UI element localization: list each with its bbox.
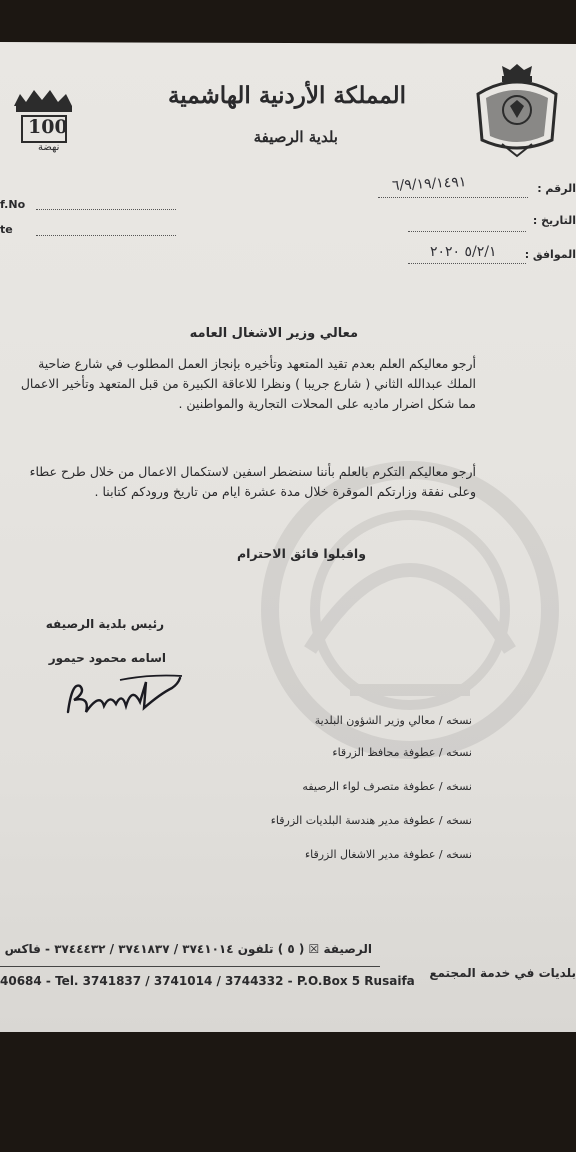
- date-dotted-line-en: [36, 234, 176, 236]
- logo-number: 100: [28, 116, 68, 138]
- hijri-date-handwritten: ٥/٢/١ ٢٠٢٠: [430, 244, 497, 260]
- date-dotted-line-ar: [408, 230, 526, 232]
- cc-line: نسخه / معالي وزير الشؤون البلدية: [314, 714, 472, 727]
- footer-divider: [0, 966, 380, 967]
- hijri-dotted-line-ar: [408, 262, 526, 264]
- cc-line: نسخه / عطوفة مدير هندسة البلديات الزرقاء: [270, 814, 472, 827]
- ref-label-en: f.No: [0, 198, 26, 211]
- footer-slogan: بلديات في خدمة المجتمع: [429, 966, 576, 980]
- ref-dotted-line-ar: [378, 196, 528, 198]
- handwritten-signature: [60, 672, 190, 722]
- letter-paragraph-1: أرجو معاليكم العلم بعدم تقيد المتعهد وتأخيره بإنجاز العمل المطلوب في شارع ضاحية الملك عبدالله الثاني ( شارع جريبا ) ونظرا للاعاقة الكبيرة من قبل المتعهد وتأخير الاعمال مما شكل اضرار ماديه على المحلات التجارية والمواطنين .: [20, 356, 476, 411]
- cc-line: نسخه / عطوفة مدير الاشغال الزرقاء: [304, 848, 472, 861]
- addressee-heading: معالي وزير الاشغال العامه: [189, 326, 358, 341]
- cc-line: نسخه / عطوفة محافظ الزرقاء: [332, 746, 472, 759]
- closing-line: واقبلوا فائق الاحترام: [236, 546, 366, 561]
- date-label-en: te: [0, 223, 13, 236]
- municipality-title: بلدية الرصيفة: [253, 128, 338, 146]
- kingdom-title: المملكة الأردنية الهاشمية: [167, 82, 406, 109]
- ref-number-handwritten: ٦/٩/١٩/١٤٩١: [391, 174, 467, 194]
- ref-dotted-line-en: [36, 208, 176, 210]
- ref-label-ar: الرقم :: [537, 182, 576, 195]
- footer-arabic-contact: الرصيفة ☒ ( ٥ ) تلفون ٣٧٤١٠١٤ / ٣٧٤١٨٣٧ / ٣٧٤٤٤٣٢ - فاكس: [4, 942, 372, 956]
- cc-line: نسخه / عطوفة متصرف لواء الرصيفه: [302, 780, 472, 793]
- footer-english-contact: 40684 - Tel. 3741837 / 3741014 / 3744332 - P.O.Box 5 Rusaifa: [0, 974, 415, 988]
- jordan-coat-of-arms-icon: [472, 60, 562, 160]
- logo-caption: نهضة: [38, 142, 60, 153]
- date-label-ar: التاريخ :: [532, 214, 576, 227]
- hijri-date-label-ar: الموافق :: [524, 248, 576, 261]
- letter-paragraph-2: أرجو معاليكم التكرم بالعلم بأننا سنضطر اسفين لاستكمال الاعمال من خلال طرح عطاء وعلى نفقة وزارتكم الموقرة خلال مدة عشرة ايام من تاريخ ورودكم كتابنا .: [29, 464, 476, 499]
- signer-name: اسامه محمود حيمور: [48, 651, 166, 665]
- centennial-logo: [6, 86, 80, 158]
- signer-title: رئيس بلدية الرصيفه: [45, 617, 164, 631]
